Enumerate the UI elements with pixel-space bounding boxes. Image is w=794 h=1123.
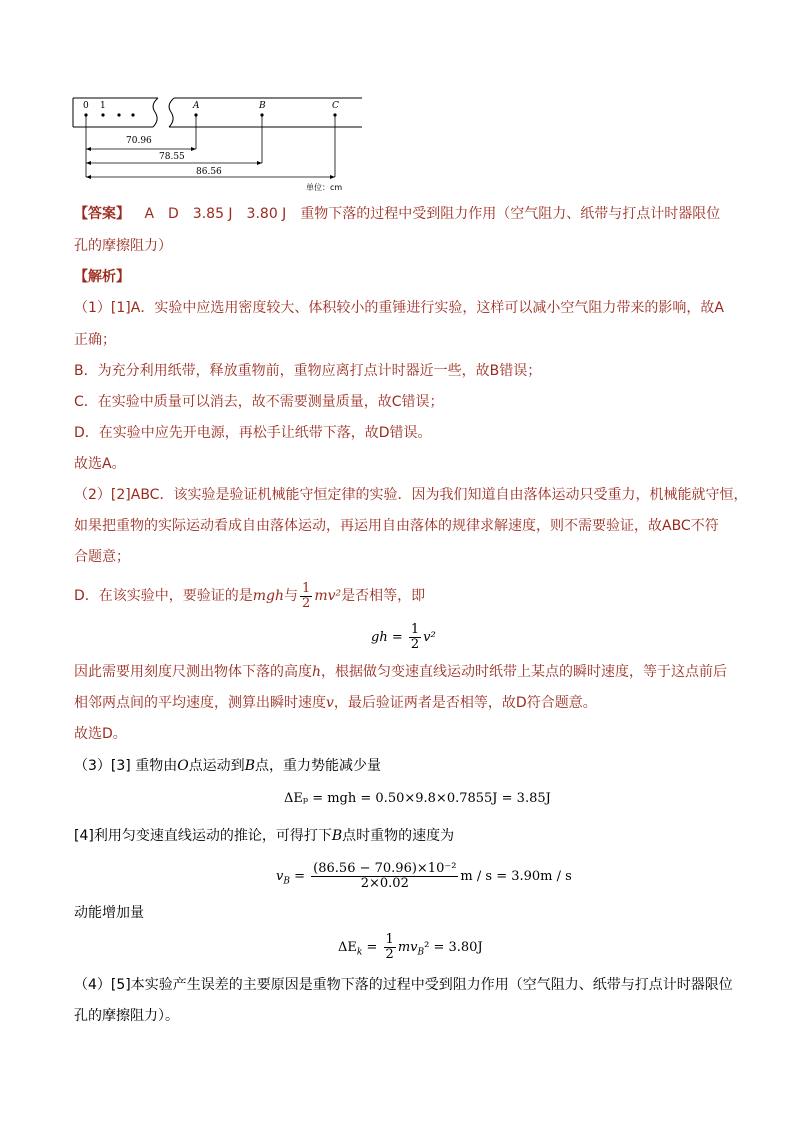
eq4-fraction: [384, 933, 396, 962]
tape-figure: [70, 95, 370, 195]
para-9-pre: 相邻两点间的平均速度，测算出瞬时速度: [74, 695, 326, 711]
eq3-num: (86.56 − 70.96)×10⁻²: [313, 861, 457, 876]
equation-potential-energy: ΔEₚ = mgh = 0.50×9.8×0.7855J = 3.85J: [284, 791, 551, 806]
answer-line-1: [74, 204, 720, 224]
para-6c: 合题意；: [74, 549, 130, 565]
dim-arrow-A-right: [191, 147, 196, 151]
answer-text: A D 3.85 J 3.80 J 重物下落的过程中受到阻力作用（空气阻力、纸带与打点计时器限位: [144, 206, 721, 222]
tape-break-left: [153, 98, 158, 127]
para-11-pre: （3）[3] 重物由: [74, 758, 178, 774]
tick-label-0: 0: [83, 101, 89, 111]
equation-gh: [371, 620, 436, 656]
eq1-fraction: [409, 623, 421, 652]
eq3-den: 2×0.02: [360, 876, 409, 891]
eq4-sub: k: [356, 947, 363, 958]
para-11: [74, 756, 381, 776]
dim-label-A: 70.96: [126, 136, 152, 146]
para-7-mv2: mv²: [314, 588, 342, 604]
eq3-fraction: [311, 862, 458, 891]
fraction-den: 2: [302, 595, 311, 611]
eq4-eqsign: =: [366, 940, 378, 955]
eq4-num: 1: [385, 932, 394, 947]
eq3-sub: B: [283, 876, 290, 887]
para-12-b: B: [331, 828, 343, 844]
para-8: [74, 662, 727, 682]
fraction-half: [300, 582, 312, 611]
para-12-post: 点时重物的速度为: [342, 828, 455, 844]
para-3: C．在实验中质量可以消去，故不需要测量质量，故C错误；: [74, 394, 444, 410]
dim-arrow-B-right: [257, 161, 262, 165]
para-7-pre: D．在该实验中，要验证的是: [74, 588, 253, 604]
tick-label-1: 1: [100, 101, 106, 111]
eq4-rhs: mv: [397, 940, 418, 955]
para-9-v: v: [326, 695, 334, 711]
para-7-post: 是否相等，即: [341, 588, 426, 604]
para-4: D．在实验中应先开电源，再松手让纸带下落，故D错误。: [74, 425, 432, 441]
para-14a: （4）[5]本实验产生误差的主要原因是重物下落的过程中受到阻力作用（空气阻力、纸带与打点计时器限位: [74, 977, 733, 993]
tick-label-A: A: [193, 101, 200, 111]
para-11-o: O: [177, 758, 189, 774]
para-10: 故选D。: [74, 726, 127, 742]
eq3-lhs: v: [276, 869, 284, 884]
para-11-mid: 点运动到: [188, 758, 245, 774]
para-8-h: h: [312, 664, 322, 680]
analysis-label: 【解析】: [74, 269, 130, 285]
para-12-pre: [4]利用匀变速直线运动的推论，可得打下: [74, 828, 332, 844]
eq4-rhs-sub: B: [417, 947, 425, 958]
equation-kinetic-energy: [338, 930, 483, 971]
dim-label-B: 78.55: [159, 152, 185, 162]
para-6a: （2）[2]ABC．该实验是验证机械能守恒定律的实验．因为我们知道自由落体运动只受重力，机械能就守恒，: [74, 487, 748, 503]
eq1-den: 2: [410, 637, 420, 652]
para-12: [74, 826, 454, 846]
eq1-rhs: v²: [423, 630, 436, 645]
tape-dot-1: [101, 113, 104, 116]
para-2: B．为充分利用纸带，释放重物前，重物应离打点计时器近一些，故B错误；: [74, 363, 542, 379]
dim-arrow-C-left: [86, 175, 91, 179]
dim-arrow-B-left: [86, 161, 91, 165]
para-8-pre: 因此需要用刻度尺测出物体下落的高度: [74, 664, 312, 680]
answer-line-2: 孔的摩擦阻力）: [74, 238, 172, 254]
tape-dot-3: [131, 113, 134, 116]
para-7-mgh: mgh: [252, 588, 285, 604]
fraction-num: 1: [302, 580, 311, 596]
para-6b: 如果把重物的实际运动看成自由落体运动，再运用自由落体的规律求解速度，则不需要验证，故ABC不符: [74, 518, 719, 534]
para-5: 故选A。: [74, 456, 126, 472]
tape-dot-2: [117, 113, 120, 116]
dim-arrow-C-right: [330, 175, 335, 179]
dim-label-C: 86.56: [196, 167, 222, 177]
para-7-yu: 与: [284, 588, 299, 604]
para-13: 动能增加量: [74, 905, 144, 921]
tape-break-right: [169, 98, 174, 127]
dim-arrow-A-left: [86, 147, 91, 151]
eq1-lhs: gh =: [371, 630, 403, 645]
para-8-post: ，根据做匀变速直线运动时纸带上某点的瞬时速度，等于这点前后: [321, 664, 728, 680]
eq4-rhs-end: ² = 3.80J: [424, 940, 483, 955]
para-1b: 正确；: [74, 332, 116, 348]
para-9-post: ，最后验证两者是否相等，故D符合题意。: [333, 695, 597, 711]
para-7: [74, 578, 425, 614]
eq3-rhs: m / s = 3.90m / s: [460, 869, 572, 884]
eq4-lhs: ΔE: [338, 940, 357, 955]
eq1-num: 1: [410, 622, 420, 637]
equation-velocity: [276, 857, 572, 902]
para-11-b: B: [244, 758, 255, 774]
answer-label: 【答案】: [74, 206, 130, 222]
tick-label-B: B: [259, 101, 266, 111]
unit-label: 单位：cm: [306, 183, 343, 192]
para-14b: 孔的摩擦阻力）。: [74, 1008, 179, 1024]
eq3-eqsign: =: [294, 869, 306, 884]
para-11-post: 点，重力势能减少量: [254, 758, 381, 774]
para-9: [74, 693, 597, 713]
para-1a: （1）[1]A．实验中应选用密度较大、体积较小的重锤进行实验，这样可以减小空气阻力带来的影响，故A: [74, 300, 724, 316]
eq4-den: 2: [385, 947, 394, 962]
tick-label-C: C: [332, 101, 339, 111]
